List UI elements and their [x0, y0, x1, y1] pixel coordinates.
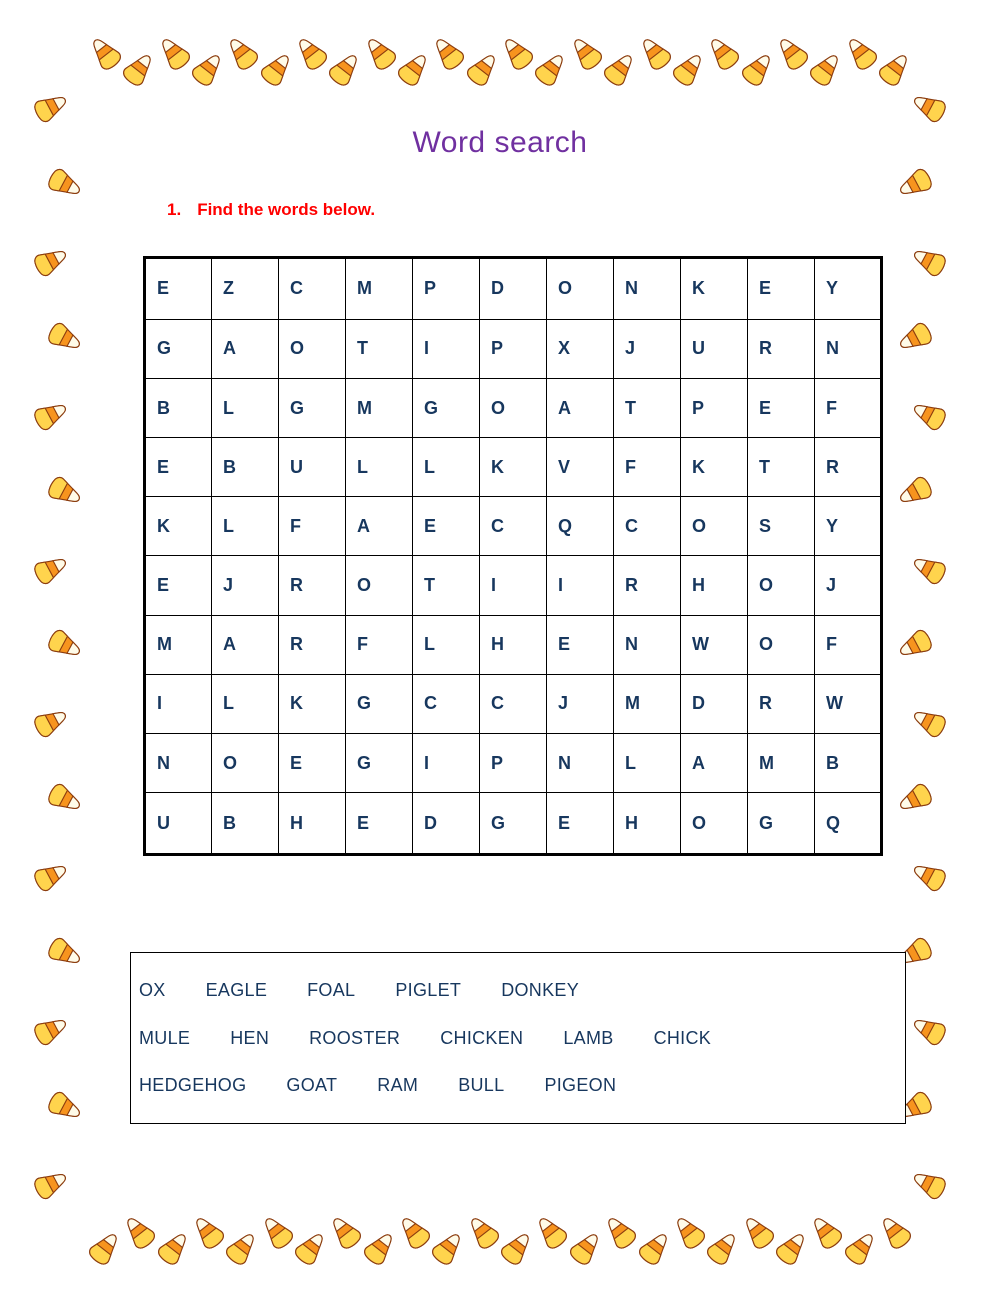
grid-cell[interactable]: Y	[815, 497, 882, 556]
grid-row	[145, 438, 882, 497]
grid-cell[interactable]: E	[547, 793, 614, 855]
candy-corn-icon	[565, 1227, 606, 1270]
grid-cell[interactable]: B	[145, 379, 212, 438]
grid-cell[interactable]: D	[681, 674, 748, 733]
grid-cell[interactable]: J	[212, 556, 279, 615]
word-bank-row	[139, 980, 905, 1001]
candy-corn-icon	[44, 1088, 86, 1127]
word-bank-word: HEN	[230, 1027, 270, 1048]
grid-cell[interactable]: O	[547, 258, 614, 320]
candy-corn-icon	[84, 32, 125, 75]
border-left	[38, 90, 84, 1201]
grid-cell[interactable]: O	[748, 556, 815, 615]
grid-cell[interactable]: L	[212, 497, 279, 556]
grid-cell[interactable]: J	[547, 674, 614, 733]
grid-cell[interactable]: M	[748, 733, 815, 792]
candy-corn-icon	[840, 1227, 881, 1270]
candy-corn-icon	[894, 780, 936, 819]
candy-corn-icon	[908, 1164, 950, 1203]
candy-corn-icon	[634, 32, 675, 75]
grid-row	[145, 793, 882, 855]
grid-cell[interactable]: E	[413, 497, 480, 556]
candy-corn-icon	[668, 48, 709, 91]
word-bank-word: PIGEON	[544, 1075, 617, 1096]
grid-cell[interactable]: C	[480, 497, 547, 556]
grid-cell[interactable]: P	[480, 319, 547, 378]
grid-cell[interactable]: A	[547, 379, 614, 438]
candy-corn-icon	[874, 1211, 915, 1254]
candy-corn-icon	[737, 48, 778, 91]
grid-cell[interactable]: L	[413, 615, 480, 674]
grid-cell[interactable]: B	[212, 438, 279, 497]
grid-cell[interactable]: M	[145, 615, 212, 674]
word-bank-row	[139, 1028, 905, 1049]
word-bank-word: HEDGEHOG	[139, 1075, 247, 1096]
candy-corn-icon	[30, 1011, 72, 1050]
border-bottom	[92, 1205, 908, 1265]
grid-cell[interactable]: K	[279, 674, 346, 733]
candy-corn-icon	[84, 1227, 125, 1270]
grid-cell[interactable]: G	[346, 674, 413, 733]
candy-corn-icon	[565, 32, 606, 75]
word-bank	[130, 952, 906, 1124]
grid-cell[interactable]: P	[480, 733, 547, 792]
candy-corn-icon	[908, 395, 950, 434]
grid-cell[interactable]: R	[614, 556, 681, 615]
grid-cell[interactable]: R	[748, 319, 815, 378]
grid-cell[interactable]: F	[346, 615, 413, 674]
grid-cell[interactable]: G	[480, 793, 547, 855]
grid-cell[interactable]: A	[212, 319, 279, 378]
grid-row	[145, 674, 882, 733]
grid-cell[interactable]: O	[212, 733, 279, 792]
word-bank-word: ROOSTER	[309, 1027, 401, 1048]
candy-corn-icon	[44, 934, 86, 973]
grid-cell[interactable]: G	[748, 793, 815, 855]
candy-corn-icon	[840, 32, 881, 75]
grid-cell[interactable]: E	[547, 615, 614, 674]
instruction-number: 1.	[167, 200, 182, 219]
candy-corn-icon	[599, 1211, 640, 1254]
grid-cell[interactable]: F	[279, 497, 346, 556]
grid-cell[interactable]: F	[815, 615, 882, 674]
candy-corn-icon	[359, 32, 400, 75]
candy-corn-icon	[30, 395, 72, 434]
grid-cell[interactable]: C	[480, 674, 547, 733]
grid-row	[145, 319, 882, 378]
grid-cell[interactable]: U	[279, 438, 346, 497]
word-bank-word: DONKEY	[501, 979, 580, 1000]
grid-cell[interactable]: Q	[815, 793, 882, 855]
grid-cell[interactable]: O	[748, 615, 815, 674]
candy-corn-icon	[771, 1227, 812, 1270]
grid-cell[interactable]: E	[279, 733, 346, 792]
grid-cell[interactable]: J	[614, 319, 681, 378]
border-right	[916, 90, 962, 1201]
candy-corn-icon	[496, 32, 537, 75]
candy-corn-icon	[737, 1211, 778, 1254]
grid-cell[interactable]: B	[212, 793, 279, 855]
grid-cell[interactable]: V	[547, 438, 614, 497]
candy-corn-icon	[222, 32, 263, 75]
word-bank-word: GOAT	[286, 1075, 338, 1096]
grid-cell[interactable]: O	[480, 379, 547, 438]
word-bank-word: BULL	[458, 1075, 505, 1096]
grid-cell[interactable]: H	[681, 556, 748, 615]
grid-cell[interactable]: Q	[547, 497, 614, 556]
grid-cell[interactable]: U	[681, 319, 748, 378]
grid-cell[interactable]: E	[145, 438, 212, 497]
grid-cell[interactable]: L	[346, 438, 413, 497]
grid-cell[interactable]: N	[145, 733, 212, 792]
word-search-grid	[143, 256, 883, 856]
word-bank-word: MULE	[139, 1027, 191, 1048]
candy-corn-icon	[599, 48, 640, 91]
candy-corn-icon	[702, 32, 743, 75]
candy-corn-icon	[256, 48, 297, 91]
candy-corn-icon	[290, 32, 331, 75]
grid-cell[interactable]: E	[145, 556, 212, 615]
candy-corn-icon	[30, 88, 72, 127]
grid-cell[interactable]: M	[346, 258, 413, 320]
grid-cell[interactable]: R	[279, 556, 346, 615]
grid-cell[interactable]: O	[681, 793, 748, 855]
grid-cell[interactable]: O	[279, 319, 346, 378]
grid-cell[interactable]: R	[748, 674, 815, 733]
word-bank-word: CHICK	[653, 1027, 712, 1048]
grid-cell[interactable]: R	[279, 615, 346, 674]
candy-corn-icon	[806, 1211, 847, 1254]
grid-cell[interactable]: H	[614, 793, 681, 855]
grid-cell[interactable]: T	[614, 379, 681, 438]
grid-cell[interactable]: I	[480, 556, 547, 615]
candy-corn-icon	[153, 1227, 194, 1270]
page-title: Word search	[412, 126, 588, 159]
candy-corn-icon	[30, 241, 72, 280]
candy-corn-icon	[874, 48, 915, 91]
instruction-text	[167, 200, 375, 220]
candy-corn-icon	[30, 549, 72, 588]
candy-corn-icon	[30, 857, 72, 896]
grid-cell[interactable]: J	[815, 556, 882, 615]
grid-cell[interactable]: E	[748, 258, 815, 320]
candy-corn-icon	[908, 241, 950, 280]
candy-corn-icon	[30, 1164, 72, 1203]
word-bank-word: CHICKEN	[440, 1027, 524, 1048]
grid-cell[interactable]: P	[413, 258, 480, 320]
word-search-grid-body	[145, 258, 882, 855]
grid-cell[interactable]: S	[748, 497, 815, 556]
grid-cell[interactable]: C	[279, 258, 346, 320]
candy-corn-icon	[393, 1211, 434, 1254]
candy-corn-icon	[256, 1211, 297, 1254]
grid-cell[interactable]: F	[815, 379, 882, 438]
grid-cell[interactable]: H	[480, 615, 547, 674]
grid-cell[interactable]: L	[614, 733, 681, 792]
grid-cell[interactable]: G	[145, 319, 212, 378]
grid-cell[interactable]: K	[681, 438, 748, 497]
candy-corn-icon	[771, 32, 812, 75]
candy-corn-icon	[462, 1211, 503, 1254]
candy-corn-icon	[187, 1211, 228, 1254]
border-top	[92, 36, 908, 96]
word-bank-word: FOAL	[307, 979, 356, 1000]
candy-corn-icon	[44, 780, 86, 819]
grid-cell[interactable]: E	[346, 793, 413, 855]
grid-cell[interactable]: E	[748, 379, 815, 438]
word-bank-word: OX	[139, 979, 166, 1000]
candy-corn-icon	[908, 549, 950, 588]
word-bank-word: RAM	[377, 1075, 419, 1096]
candy-corn-icon	[908, 1011, 950, 1050]
grid-cell[interactable]: L	[413, 438, 480, 497]
grid-cell[interactable]: T	[346, 319, 413, 378]
candy-corn-icon	[462, 48, 503, 91]
grid-cell[interactable]: B	[815, 733, 882, 792]
grid-cell[interactable]: I	[413, 733, 480, 792]
grid-cell[interactable]: Z	[212, 258, 279, 320]
grid-cell[interactable]: P	[681, 379, 748, 438]
grid-cell[interactable]: K	[480, 438, 547, 497]
candy-corn-icon	[908, 857, 950, 896]
candy-corn-icon	[894, 318, 936, 357]
candy-corn-icon	[894, 626, 936, 665]
word-bank-word: EAGLE	[205, 979, 268, 1000]
candy-corn-icon	[531, 1211, 572, 1254]
grid-cell[interactable]: I	[413, 319, 480, 378]
grid-cell[interactable]: N	[614, 258, 681, 320]
candy-corn-icon	[393, 48, 434, 91]
candy-corn-icon	[702, 1227, 743, 1270]
grid-cell[interactable]: L	[212, 674, 279, 733]
grid-cell[interactable]: I	[547, 556, 614, 615]
grid-cell[interactable]: C	[614, 497, 681, 556]
instruction-label: Find the words below.	[197, 200, 376, 219]
grid-cell[interactable]: F	[614, 438, 681, 497]
grid-cell[interactable]: G	[413, 379, 480, 438]
grid-cell[interactable]: G	[279, 379, 346, 438]
grid-cell[interactable]: O	[346, 556, 413, 615]
candy-corn-icon	[119, 1211, 160, 1254]
grid-cell[interactable]: O	[681, 497, 748, 556]
grid-cell[interactable]: L	[212, 379, 279, 438]
grid-cell[interactable]: T	[413, 556, 480, 615]
candy-corn-icon	[44, 626, 86, 665]
candy-corn-icon	[44, 318, 86, 357]
grid-row	[145, 615, 882, 674]
candy-corn-icon	[359, 1227, 400, 1270]
candy-corn-icon	[428, 1227, 469, 1270]
candy-corn-icon	[634, 1227, 675, 1270]
candy-corn-icon	[153, 32, 194, 75]
candy-corn-icon	[44, 472, 86, 511]
candy-corn-icon	[496, 1227, 537, 1270]
candy-corn-icon	[325, 1211, 366, 1254]
grid-row	[145, 497, 882, 556]
grid-cell[interactable]: X	[547, 319, 614, 378]
grid-cell[interactable]: W	[815, 674, 882, 733]
candy-corn-icon	[119, 48, 160, 91]
candy-corn-icon	[806, 48, 847, 91]
grid-cell[interactable]: H	[279, 793, 346, 855]
candy-corn-icon	[30, 703, 72, 742]
candy-corn-icon	[428, 32, 469, 75]
grid-cell[interactable]: A	[681, 733, 748, 792]
candy-corn-icon	[290, 1227, 331, 1270]
grid-cell[interactable]: N	[614, 615, 681, 674]
candy-corn-icon	[187, 48, 228, 91]
candy-corn-icon	[908, 88, 950, 127]
grid-cell[interactable]: K	[681, 258, 748, 320]
word-bank-row	[139, 1075, 905, 1096]
candy-corn-icon	[908, 703, 950, 742]
grid-cell[interactable]: M	[346, 379, 413, 438]
grid-cell[interactable]: C	[413, 674, 480, 733]
candy-corn-icon	[44, 164, 86, 203]
grid-cell[interactable]: T	[748, 438, 815, 497]
candy-corn-icon	[325, 48, 366, 91]
grid-cell[interactable]: G	[346, 733, 413, 792]
grid-cell[interactable]: N	[815, 319, 882, 378]
grid-row	[145, 379, 882, 438]
grid-row	[145, 556, 882, 615]
grid-cell[interactable]: E	[145, 258, 212, 320]
candy-corn-icon	[222, 1227, 263, 1270]
grid-cell[interactable]: W	[681, 615, 748, 674]
candy-corn-icon	[531, 48, 572, 91]
candy-corn-icon	[668, 1211, 709, 1254]
candy-corn-icon	[894, 472, 936, 511]
grid-cell[interactable]: M	[614, 674, 681, 733]
grid-cell[interactable]: D	[480, 258, 547, 320]
grid-cell[interactable]: I	[145, 674, 212, 733]
grid-row	[145, 258, 882, 320]
grid-cell[interactable]: K	[145, 497, 212, 556]
grid-row	[145, 733, 882, 792]
grid-cell[interactable]: Y	[815, 258, 882, 320]
grid-cell[interactable]: A	[346, 497, 413, 556]
grid-cell[interactable]: U	[145, 793, 212, 855]
grid-cell[interactable]: D	[413, 793, 480, 855]
candy-corn-icon	[894, 164, 936, 203]
grid-cell[interactable]: A	[212, 615, 279, 674]
word-bank-word: PIGLET	[395, 979, 462, 1000]
word-bank-word: LAMB	[563, 1027, 614, 1048]
grid-cell[interactable]: N	[547, 733, 614, 792]
grid-cell[interactable]: R	[815, 438, 882, 497]
